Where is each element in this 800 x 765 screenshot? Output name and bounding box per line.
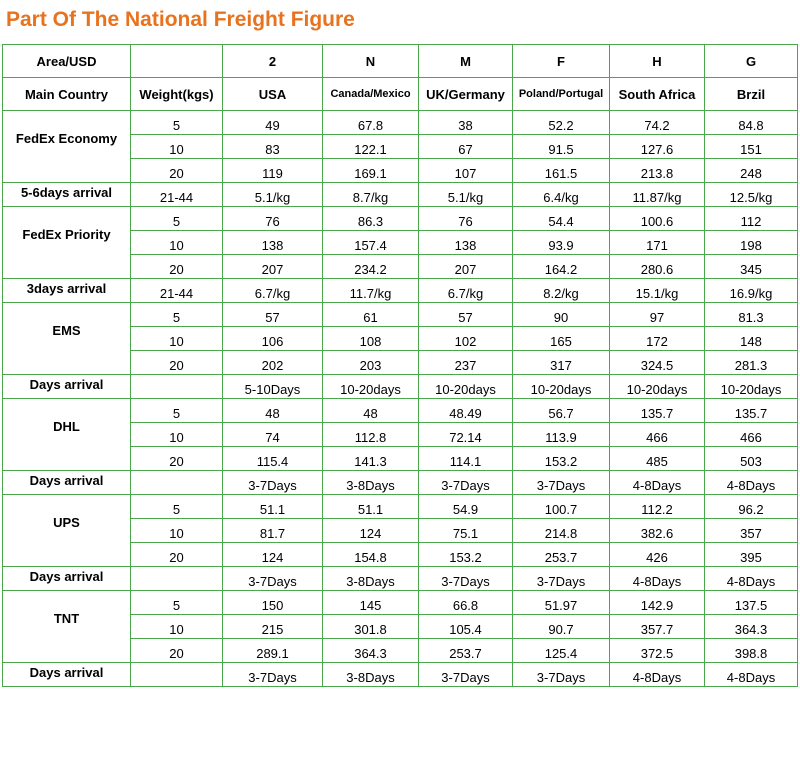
arrival-cell: 4-8Days — [610, 567, 705, 591]
price-cell: 280.6 — [610, 255, 705, 279]
arrival-row — [3, 279, 798, 303]
arrival-label — [3, 567, 131, 591]
table-row — [3, 303, 798, 327]
price-cell: 364.3 — [705, 615, 798, 639]
weight-cell: 5 — [131, 591, 223, 615]
price-cell: 57 — [223, 303, 323, 327]
table-row — [3, 207, 798, 231]
arrival-label-text: Days arrival — [29, 569, 104, 584]
arrival-cell: 5.1/kg — [419, 183, 513, 207]
price-cell: 67 — [419, 135, 513, 159]
service-name-label: DHL — [53, 419, 80, 434]
price-cell: 164.2 — [513, 255, 610, 279]
price-cell: 317 — [513, 351, 610, 375]
arrival-cell: 3-7Days — [223, 567, 323, 591]
price-cell: 100.6 — [610, 207, 705, 231]
price-cell: 48.49 — [419, 399, 513, 423]
weight-cell: 10 — [131, 231, 223, 255]
price-cell: 48 — [223, 399, 323, 423]
price-cell: 215 — [223, 615, 323, 639]
header-row-area — [3, 45, 798, 78]
price-cell: 157.4 — [323, 231, 419, 255]
price-cell: 171 — [610, 231, 705, 255]
price-cell: 289.1 — [223, 639, 323, 663]
page-title: Part Of The National Freight Figure — [6, 8, 355, 31]
arrival-cell: 3-7Days — [419, 663, 513, 687]
weight-cell: 20 — [131, 543, 223, 567]
service-name — [3, 399, 131, 471]
table-row — [3, 111, 798, 135]
weight-cell: 20 — [131, 447, 223, 471]
service-name — [3, 303, 131, 375]
weight-cell: 10 — [131, 327, 223, 351]
price-cell: 153.2 — [513, 447, 610, 471]
price-cell: 52.2 — [513, 111, 610, 135]
header-cell: Area/USD — [3, 45, 131, 78]
price-cell: 234.2 — [323, 255, 419, 279]
price-cell: 202 — [223, 351, 323, 375]
price-cell: 148 — [705, 327, 798, 351]
price-cell: 75.1 — [419, 519, 513, 543]
price-cell: 49 — [223, 111, 323, 135]
price-cell: 485 — [610, 447, 705, 471]
price-cell: 503 — [705, 447, 798, 471]
price-cell: 357 — [705, 519, 798, 543]
header-cell: H — [610, 45, 705, 78]
weight-cell — [131, 471, 223, 495]
price-cell: 56.7 — [513, 399, 610, 423]
header-cell — [131, 45, 223, 78]
price-cell: 105.4 — [419, 615, 513, 639]
arrival-label — [3, 183, 131, 207]
price-cell: 127.6 — [610, 135, 705, 159]
price-cell: 138 — [223, 231, 323, 255]
price-cell: 54.9 — [419, 495, 513, 519]
header-cell: F — [513, 45, 610, 78]
weight-cell: 5 — [131, 399, 223, 423]
service-name — [3, 591, 131, 663]
arrival-label — [3, 279, 131, 303]
price-cell: 135.7 — [705, 399, 798, 423]
table-row — [3, 399, 798, 423]
arrival-cell: 10-20days — [610, 375, 705, 399]
weight-cell: 5 — [131, 303, 223, 327]
price-cell: 138 — [419, 231, 513, 255]
arrival-cell: 6.7/kg — [419, 279, 513, 303]
arrival-cell: 3-7Days — [223, 471, 323, 495]
arrival-label-text: 5-6days arrival — [20, 185, 113, 200]
arrival-cell: 10-20days — [419, 375, 513, 399]
price-cell: 93.9 — [513, 231, 610, 255]
arrival-cell: 15.1/kg — [610, 279, 705, 303]
price-cell: 84.8 — [705, 111, 798, 135]
price-cell: 74 — [223, 423, 323, 447]
arrival-label — [3, 471, 131, 495]
service-name-label: TNT — [53, 611, 80, 626]
price-cell: 96.2 — [705, 495, 798, 519]
price-cell: 161.5 — [513, 159, 610, 183]
price-cell: 76 — [419, 207, 513, 231]
header-cell: Poland/Portugal — [513, 78, 610, 111]
price-cell: 154.8 — [323, 543, 419, 567]
price-cell: 100.7 — [513, 495, 610, 519]
header-cell: G — [705, 45, 798, 78]
arrival-label-text: Days arrival — [29, 473, 104, 488]
header-cell: UK/Germany — [419, 78, 513, 111]
price-cell: 90 — [513, 303, 610, 327]
arrival-cell: 6.7/kg — [223, 279, 323, 303]
price-cell: 345 — [705, 255, 798, 279]
price-cell: 207 — [223, 255, 323, 279]
arrival-cell: 4-8Days — [705, 663, 798, 687]
arrival-cell: 3-8Days — [323, 471, 419, 495]
arrival-cell: 4-8Days — [610, 471, 705, 495]
service-name — [3, 495, 131, 567]
price-cell: 122.1 — [323, 135, 419, 159]
arrival-row — [3, 567, 798, 591]
price-cell: 207 — [419, 255, 513, 279]
arrival-row — [3, 183, 798, 207]
service-name-label: EMS — [52, 323, 81, 338]
weight-cell: 21-44 — [131, 279, 223, 303]
price-cell: 198 — [705, 231, 798, 255]
price-cell: 426 — [610, 543, 705, 567]
price-cell: 112.2 — [610, 495, 705, 519]
arrival-label-text: Days arrival — [29, 665, 104, 680]
table-row — [3, 495, 798, 519]
arrival-label-text: 3days arrival — [26, 281, 107, 296]
price-cell: 81.3 — [705, 303, 798, 327]
arrival-cell: 10-20days — [513, 375, 610, 399]
price-cell: 203 — [323, 351, 419, 375]
weight-cell: 10 — [131, 615, 223, 639]
arrival-cell: 3-7Days — [513, 663, 610, 687]
weight-cell: 5 — [131, 111, 223, 135]
price-cell: 48 — [323, 399, 419, 423]
arrival-row — [3, 663, 798, 687]
price-cell: 237 — [419, 351, 513, 375]
price-cell: 214.8 — [513, 519, 610, 543]
table-row — [3, 591, 798, 615]
price-cell: 364.3 — [323, 639, 419, 663]
weight-cell: 20 — [131, 159, 223, 183]
arrival-cell: 11.87/kg — [610, 183, 705, 207]
price-cell: 102 — [419, 327, 513, 351]
price-cell: 114.1 — [419, 447, 513, 471]
arrival-cell: 10-20days — [323, 375, 419, 399]
price-cell: 57 — [419, 303, 513, 327]
header-cell: Weight(kgs) — [131, 78, 223, 111]
arrival-cell: 3-7Days — [513, 471, 610, 495]
header-cell: Main Country — [3, 78, 131, 111]
service-name-label: FedEx Priority — [22, 227, 111, 242]
arrival-cell: 11.7/kg — [323, 279, 419, 303]
price-cell: 395 — [705, 543, 798, 567]
price-cell: 382.6 — [610, 519, 705, 543]
price-cell: 112 — [705, 207, 798, 231]
price-cell: 90.7 — [513, 615, 610, 639]
price-cell: 112.8 — [323, 423, 419, 447]
arrival-cell: 16.9/kg — [705, 279, 798, 303]
header-cell: 2 — [223, 45, 323, 78]
price-cell: 357.7 — [610, 615, 705, 639]
arrival-cell: 3-7Days — [419, 567, 513, 591]
price-cell: 372.5 — [610, 639, 705, 663]
price-cell: 253.7 — [513, 543, 610, 567]
arrival-cell: 10-20days — [705, 375, 798, 399]
price-cell: 172 — [610, 327, 705, 351]
arrival-cell: 4-8Days — [705, 567, 798, 591]
price-cell: 119 — [223, 159, 323, 183]
service-name-label: UPS — [53, 515, 80, 530]
price-cell: 213.8 — [610, 159, 705, 183]
price-cell: 51.97 — [513, 591, 610, 615]
arrival-cell: 3-8Days — [323, 567, 419, 591]
arrival-label — [3, 375, 131, 399]
header-cell: Brzil — [705, 78, 798, 111]
price-cell: 281.3 — [705, 351, 798, 375]
weight-cell — [131, 663, 223, 687]
price-cell: 61 — [323, 303, 419, 327]
arrival-cell: 4-8Days — [705, 471, 798, 495]
price-cell: 113.9 — [513, 423, 610, 447]
price-cell: 398.8 — [705, 639, 798, 663]
arrival-label-text: Days arrival — [29, 377, 104, 392]
arrival-cell: 12.5/kg — [705, 183, 798, 207]
price-cell: 106 — [223, 327, 323, 351]
header-cell: M — [419, 45, 513, 78]
arrival-cell: 3-7Days — [513, 567, 610, 591]
price-cell: 124 — [323, 519, 419, 543]
arrival-cell: 5.1/kg — [223, 183, 323, 207]
weight-cell: 5 — [131, 207, 223, 231]
price-cell: 72.14 — [419, 423, 513, 447]
price-cell: 91.5 — [513, 135, 610, 159]
price-cell: 74.2 — [610, 111, 705, 135]
arrival-cell: 8.7/kg — [323, 183, 419, 207]
price-cell: 253.7 — [419, 639, 513, 663]
weight-cell: 20 — [131, 255, 223, 279]
price-cell: 137.5 — [705, 591, 798, 615]
price-cell: 150 — [223, 591, 323, 615]
weight-cell: 21-44 — [131, 183, 223, 207]
price-cell: 248 — [705, 159, 798, 183]
arrival-row — [3, 471, 798, 495]
price-cell: 165 — [513, 327, 610, 351]
price-cell: 51.1 — [323, 495, 419, 519]
price-cell: 145 — [323, 591, 419, 615]
price-cell: 169.1 — [323, 159, 419, 183]
price-cell: 125.4 — [513, 639, 610, 663]
price-cell: 51.1 — [223, 495, 323, 519]
service-name-label: FedEx Economy — [15, 131, 118, 146]
weight-cell — [131, 567, 223, 591]
price-cell: 466 — [705, 423, 798, 447]
price-cell: 54.4 — [513, 207, 610, 231]
weight-cell: 5 — [131, 495, 223, 519]
weight-cell: 20 — [131, 639, 223, 663]
weight-cell: 10 — [131, 519, 223, 543]
price-cell: 466 — [610, 423, 705, 447]
price-cell: 67.8 — [323, 111, 419, 135]
arrival-cell: 5-10Days — [223, 375, 323, 399]
service-name — [3, 207, 131, 279]
price-cell: 97 — [610, 303, 705, 327]
price-cell: 38 — [419, 111, 513, 135]
arrival-label — [3, 663, 131, 687]
price-cell: 153.2 — [419, 543, 513, 567]
freight-table-body — [3, 45, 798, 687]
arrival-cell: 3-7Days — [223, 663, 323, 687]
price-cell: 107 — [419, 159, 513, 183]
weight-cell: 10 — [131, 135, 223, 159]
price-cell: 151 — [705, 135, 798, 159]
price-cell: 124 — [223, 543, 323, 567]
price-cell: 135.7 — [610, 399, 705, 423]
price-cell: 141.3 — [323, 447, 419, 471]
price-cell: 81.7 — [223, 519, 323, 543]
arrival-cell: 4-8Days — [610, 663, 705, 687]
weight-cell: 20 — [131, 351, 223, 375]
arrival-cell: 3-8Days — [323, 663, 419, 687]
arrival-cell: 3-7Days — [419, 471, 513, 495]
service-name — [3, 111, 131, 183]
weight-cell — [131, 375, 223, 399]
arrival-cell: 6.4/kg — [513, 183, 610, 207]
header-cell: N — [323, 45, 419, 78]
arrival-row — [3, 375, 798, 399]
header-row-country — [3, 78, 798, 111]
freight-table — [2, 44, 798, 687]
price-cell: 108 — [323, 327, 419, 351]
header-cell: South Africa — [610, 78, 705, 111]
price-cell: 301.8 — [323, 615, 419, 639]
price-cell: 324.5 — [610, 351, 705, 375]
weight-cell: 10 — [131, 423, 223, 447]
price-cell: 142.9 — [610, 591, 705, 615]
price-cell: 86.3 — [323, 207, 419, 231]
price-cell: 66.8 — [419, 591, 513, 615]
header-cell: USA — [223, 78, 323, 111]
arrival-cell: 8.2/kg — [513, 279, 610, 303]
price-cell: 115.4 — [223, 447, 323, 471]
price-cell: 76 — [223, 207, 323, 231]
header-cell: Canada/Mexico — [323, 78, 419, 111]
price-cell: 83 — [223, 135, 323, 159]
